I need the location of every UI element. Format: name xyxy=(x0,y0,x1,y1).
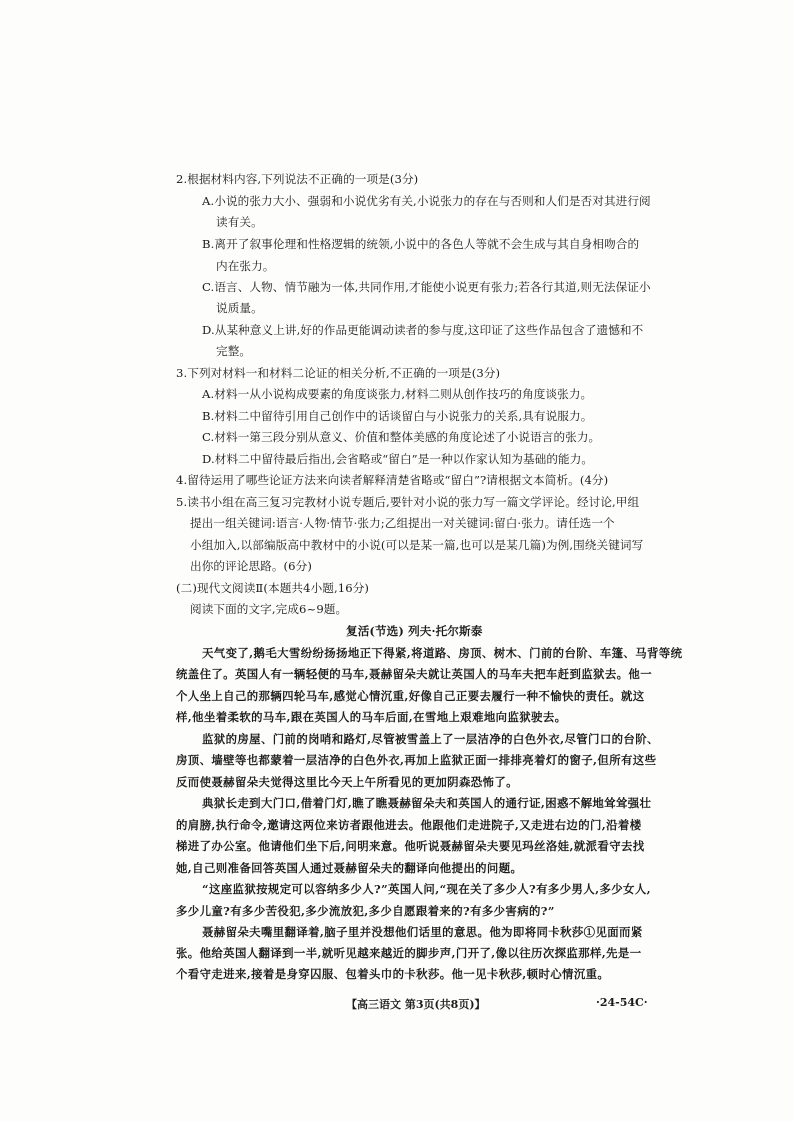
story-p2-l2: 房顶、墙壁等也都蒙着一层洁净的白色外衣,再加上监狱正面一排排亮着灯的窗子,但所有这些 xyxy=(176,753,657,767)
page-footer: 【高三语文 第3页(共8页)】 xyxy=(346,998,486,1011)
story-p3-l1: 典狱长走到大门口,借着门灯,瞧了瞧聂赫留朵夫和英国人的通行证,困惑不解地耸耸强壮 xyxy=(202,796,652,810)
story-p3-l4: 她,自己则准备回答英国人通过聂赫留朵夫的翻译向他提出的问题。 xyxy=(176,861,523,875)
q4-stem: 4.留待运用了哪些论证方法来向读者解释清楚省略或“留白”?请根据文本简析。(4分) xyxy=(176,473,609,487)
q5-line-1: 5.读书小组在高三复习完教材小说专题后,要针对小说的张力写一篇文学评论。经讨论,甲组 xyxy=(176,495,640,509)
q2-option-d: D.从某种意义上讲,好的作品更能调动读者的参与度,这印证了这些作品包含了遗憾和不 xyxy=(202,323,644,337)
q2-option-a: A.小说的张力大小、强弱和小说优劣有关,小说张力的存在与否则和人们是否对其进行阅 xyxy=(202,194,651,208)
story-p4-l1: “这座监狱按规定可以容纳多少人?”英国人问,“现在关了多少人?有多少男人,多少女人, xyxy=(202,882,651,896)
q2-option-c-cont: 说质量。 xyxy=(216,301,263,315)
story-p2-l3: 反而使聂赫留朵夫觉得这里比今天上午所看见的更加阴森恐怖了。 xyxy=(176,775,518,789)
q3-option-b: B.材料二中留待引用自己创作中的话谈留白与小说张力的关系,具有说服力。 xyxy=(202,409,593,423)
exam-code: ·24-54C· xyxy=(596,996,648,1009)
q2-stem: 2.根据材料内容,下列说法不正确的一项是(3分) xyxy=(176,172,419,186)
q2-option-b-cont: 内在张力。 xyxy=(216,259,275,273)
story-p1-l2: 统盖住了。英国人有一辆轻便的马车,聂赫留朵夫就让英国人的马车夫把车赶到监狱去。他一 xyxy=(176,667,652,681)
q3-stem: 3.下列对材料一和材料二论证的相关分析,不正确的一项是(3分) xyxy=(176,366,501,380)
section-instruction: 阅读下面的文字,完成6~9题。 xyxy=(190,602,348,616)
q2-option-c: C.语言、人物、情节融为一体,共同作用,才能使小说更有张力;若各行其道,则无法保证小 xyxy=(202,280,651,294)
q2-option-d-cont: 完整。 xyxy=(216,344,252,358)
q2-option-a-cont: 读有关。 xyxy=(216,215,263,229)
story-p5-l1: 聂赫留朵夫嘴里翻译着,脑子里并没想他们话里的意思。他为即将同卡秋莎①见面而紧 xyxy=(202,925,643,939)
q5-line-4: 出你的评论思路。(6分) xyxy=(190,559,312,573)
story-p5-l2: 张。他给英国人翻译到一半,就听见越来越近的脚步声,门开了,像以往历次探监那样,先是一 xyxy=(176,946,642,960)
story-p5-l3: 个看守走进来,接着是身穿囚服、包着头巾的卡秋莎。他一见卡秋莎,顿时心情沉重。 xyxy=(176,967,610,981)
q3-option-c: C.材料一第三段分别从意义、价值和整体美感的角度论述了小说语言的张力。 xyxy=(202,430,601,444)
story-p1-l1: 天气变了,鹅毛大雪纷纷扬扬地正下得紧,将道路、房顶、树木、门前的台阶、车篷、马背等统 xyxy=(202,646,683,660)
section-heading: (二)现代文阅读Ⅱ(本题共4小题,16分) xyxy=(176,581,370,595)
story-p4-l2: 多少儿童?有多少苦役犯,多少流放犯,多少自愿跟着来的?有多少害病的?” xyxy=(176,904,555,918)
q3-option-a: A.材料一从小说构成要素的角度谈张力,材料二则从创作技巧的角度谈张力。 xyxy=(202,387,593,401)
q5-line-2: 提出一组关键词:语言·人物·情节·张力;乙组提出一对关键词:留白·张力。请任选一个 xyxy=(190,516,615,530)
story-p1-l4: 样,他坐着柔软的马车,跟在英国人的马车后面,在雪地上艰难地向监狱驶去。 xyxy=(176,710,567,724)
story-p1-l3: 个人坐上自己的那辆四轮马车,感觉心情沉重,好像自己正要去履行一种不愉快的责任。就这 xyxy=(176,689,645,703)
story-p2-l1: 监狱的房屋、门前的岗哨和路灯,尽管被雪盖上了一层洁净的白色外衣,尽管门口的台阶、 xyxy=(202,732,659,746)
story-title: 复活(节选) 列夫·托尔斯泰 xyxy=(346,624,483,638)
story-p3-l3: 梯进了办公室。他请他们坐下后,问明来意。他听说聂赫留朵夫要见玛丝洛娃,就派看守去找 xyxy=(176,839,645,853)
q5-line-3: 小组加入,以部编版高中教材中的小说(可以是某一篇,也可以是某几篇)为例,围绕关键词写 xyxy=(190,538,644,552)
q3-option-d: D.材料二中留待最后指出,会省略或“留白”是一种以作家认知为基础的能力。 xyxy=(202,452,594,466)
story-p3-l2: 的肩膀,执行命令,邀请这两位来访者跟他进去。他跟他们走进院子,又走进右边的门,沿着楼 xyxy=(176,818,642,832)
q2-option-b: B.离开了叙事伦理和性格逻辑的统领,小说中的各色人等就不会生成与其自身相吻合的 xyxy=(202,237,640,251)
